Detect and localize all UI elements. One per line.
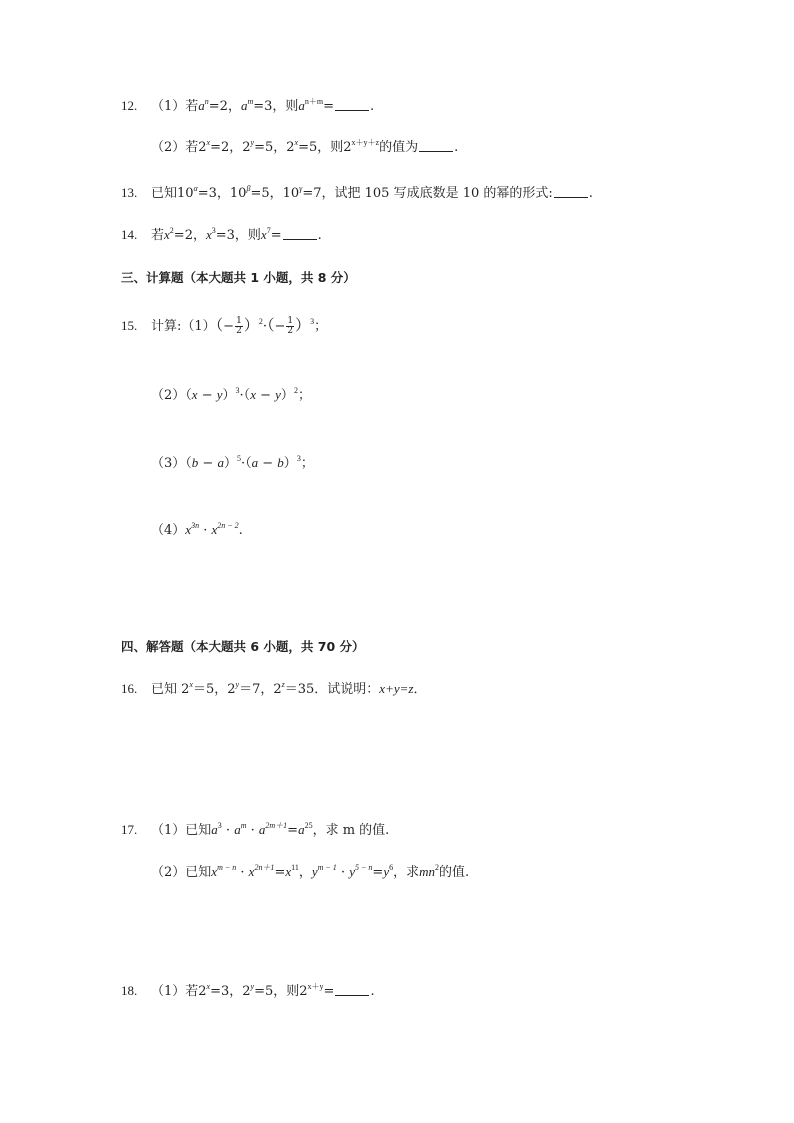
q15-part3: $(3)(b - a)^5\cdot(a - b)^3$； [151, 454, 314, 471]
q12-part2: （2）若$2^x=2$，$2^y=5$，$2^x=5$，则$2^{x+y+z}$的值为 . [151, 138, 459, 155]
section-title: 四、解答题（本大题共 6 小题，共 70 分） [121, 639, 365, 654]
section-title: 三、计算题（本大题共 1 小题，共 8 分） [121, 270, 356, 285]
question-number: 14. [121, 227, 138, 242]
q15-part4: $(4)x^{3n} \cdot x^{2n - 2}$. [151, 521, 243, 538]
answer-blank[interactable] [335, 983, 369, 996]
q12-part1: 12. （1）若$a^n=2$，$a^m=3$，则$a^{n+m}=$ . [121, 97, 375, 114]
answer-blank[interactable] [554, 185, 588, 198]
question-number: 16. [121, 681, 138, 696]
fraction: $\frac{1}{2}$ [236, 316, 242, 336]
q13: 13. 已知$10^\alpha=3$，$10^\beta=5$，$10^\gamma=7$，试把 105 写成底数是 10 的幂的形式: . [121, 184, 593, 201]
q15-part2: $(2)(x - y)^3\cdot(x - y)^2$； [151, 386, 311, 403]
question-number: 17. [121, 822, 138, 837]
question-number: 13. [121, 185, 138, 200]
q14: 14. 若$x^2=2$，$x^3=3$，则$x^7=$ . [121, 226, 322, 243]
q18-part1: 18. （1）若$2^x=3$，$2^y=5$，则$2^{x+y}=$ . [121, 982, 375, 999]
q17-part1: 17. （1）已知$a^3 \cdot a^m \cdot a^{2m+1}=a^{25}$，求 m 的值. [121, 821, 390, 838]
fraction: $\frac{1}{2}$ [287, 316, 294, 336]
question-number: 18. [121, 983, 138, 998]
q12-part1-prefix: （1）若 [151, 99, 199, 114]
answer-blank[interactable] [283, 227, 317, 240]
question-number: 15. [121, 318, 138, 333]
answer-blank[interactable] [419, 139, 453, 152]
question-number: 12. [121, 98, 138, 113]
q17-part2: （2）已知$x^{m - n} \cdot x^{2n+1}=x^{11}$，$y^{m - 1} \cdot y^{5 - n}=y^6$，求$mn^2$的值. [151, 863, 470, 880]
q15-part1: 15. 计算:（1）（− $\frac{1}{2}$ ）$^2$·（− $\frac{1}{2}$ ）$^3$； [121, 316, 328, 336]
q16: 16. 已知 $2^x=5$，$2^y=7$，$2^z=35$．试说明：x+y=z． [121, 680, 427, 697]
answer-blank[interactable] [335, 98, 369, 111]
